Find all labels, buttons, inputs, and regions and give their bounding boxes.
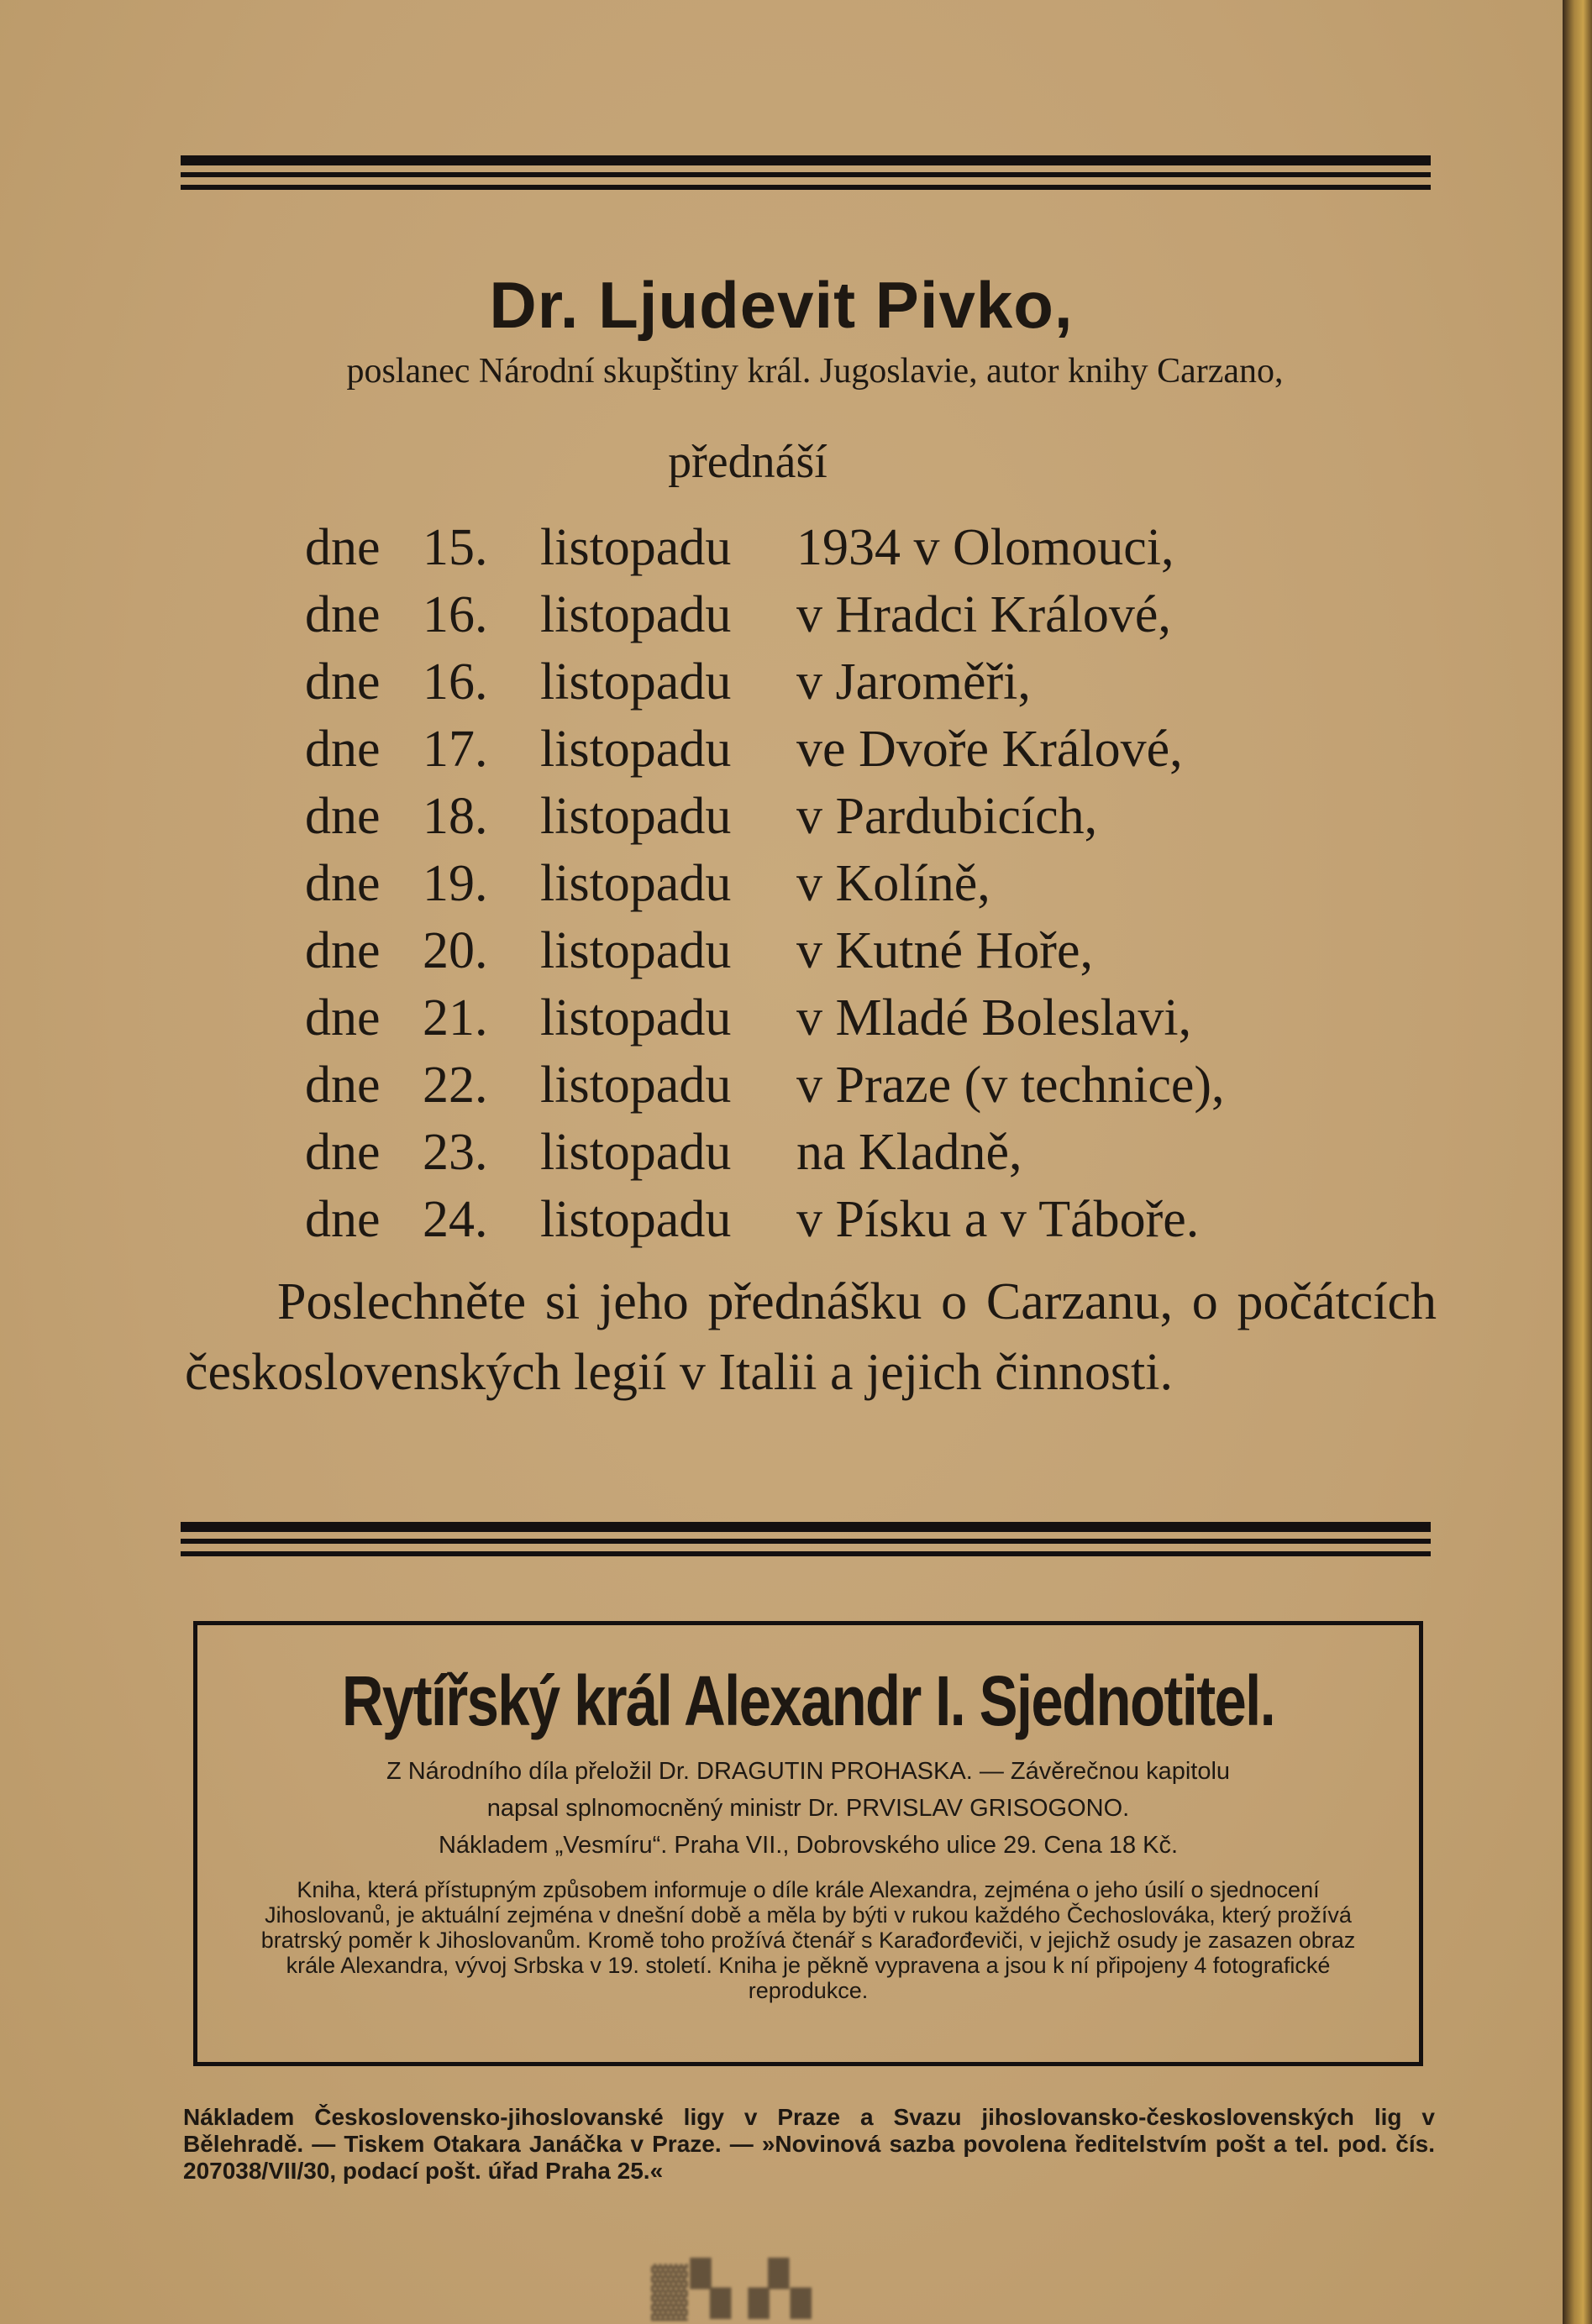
lecture-row: dne 16. listopadu v Hradci Králové, [305,586,1171,643]
lecture-row: dne 22. listopadu v Praze (v technice), [305,1057,1225,1114]
advert-title: Rytířský král Alexandr I. Sjednotitel. [341,1661,1275,1740]
advert-credit-line: napsal splnomocněný ministr Dr. PRVISLAV GRISOGONO. [486,1795,1130,1822]
lecture-row: dne 24. listopadu v Písku a v Táboře. [305,1191,1200,1248]
lecture-schedule [305,514,1225,1253]
lecture-row: dne 16. listopadu v Jaroměři, [305,653,1031,711]
rule [181,155,1431,165]
lectures-intro: přednáší [668,436,828,488]
lecture-row: dne 18. listopadu v Pardubicích, [305,788,1098,845]
lecture-row: dne 21. listopadu v Mladé Boleslavi, [305,989,1192,1047]
ink-stamp-mark: ▓▚ ▞▖ [651,2261,834,2316]
middle-rule-group [181,1522,1431,1556]
lecture-row: dne 17. listopadu ve Dvoře Králové, [305,721,1183,778]
speaker-name: Dr. Ljudevit Pivko, [489,268,1074,342]
closing-paragraph: Poslechněte si jeho přednášku o Carzanu, o počátcích československých legií v Italii a jejich činnosti. [185,1273,1437,1401]
lecture-row: dne 20. listopadu v Kutné Hoře, [305,922,1093,979]
page-edge [1563,0,1592,2324]
rule [181,1522,1431,1532]
speaker-subtitle: poslanec Národní skupštiny král. Jugoslavie, autor knihy Carzano, [346,352,1284,391]
lecture-row: dne 19. listopadu v Kolíně, [305,855,990,912]
rule [181,1551,1431,1556]
publisher-footer: Nákladem Československo-jihoslovanské ligy v Praze a Svazu jihoslovansko-československých lig v Bělehradě. — Tiskem Otakara Janáčka v Praze. — »Novinová sazba povolena ředitelstvím pošt a tel. pod. čís. 207038/VII/30, podací pošt. úřad Praha 25.« [183,2104,1435,2184]
advert-description: Kniha, která přístupným způsobem informuje o díle krále Alexandra, zejména o jeho úsilí o sjednocení Jihoslovanů, je aktuální zejména v dnešní době a měla by býti v rukou každého Čechoslováka, který prožívá bratrský poměr k Jihoslovanům. Kromě toho prožívá čtenář s Karađorđeviči, v jejichž osudy je zasazen obraz krále Alexandra, vývoj Srbska v 19. století. Kniha je pěkně vypravena a jsou k ní připojeny 4 fotografické reprodukce. [260,1877,1356,2003]
rule [181,185,1431,190]
advert-credits [231,1753,1385,1864]
lecture-row: dne 23. listopadu na Kladně, [305,1124,1022,1181]
lecture-row: dne 15. listopadu 1934 v Olomouci, [305,519,1174,576]
book-advert-box [193,1621,1423,2066]
advert-credit-line: Z Národního díla přeložil Dr. DRAGUTIN PROHASKA. — Závěrečnou kapitolu [386,1758,1231,1785]
rule [181,172,1431,177]
top-rule-group [181,155,1431,190]
advert-credit-line: Nákladem „Vesmíru“. Praha VII., Dobrovského ulice 29. Cena 18 Kč. [438,1832,1179,1859]
rule [181,1539,1431,1544]
